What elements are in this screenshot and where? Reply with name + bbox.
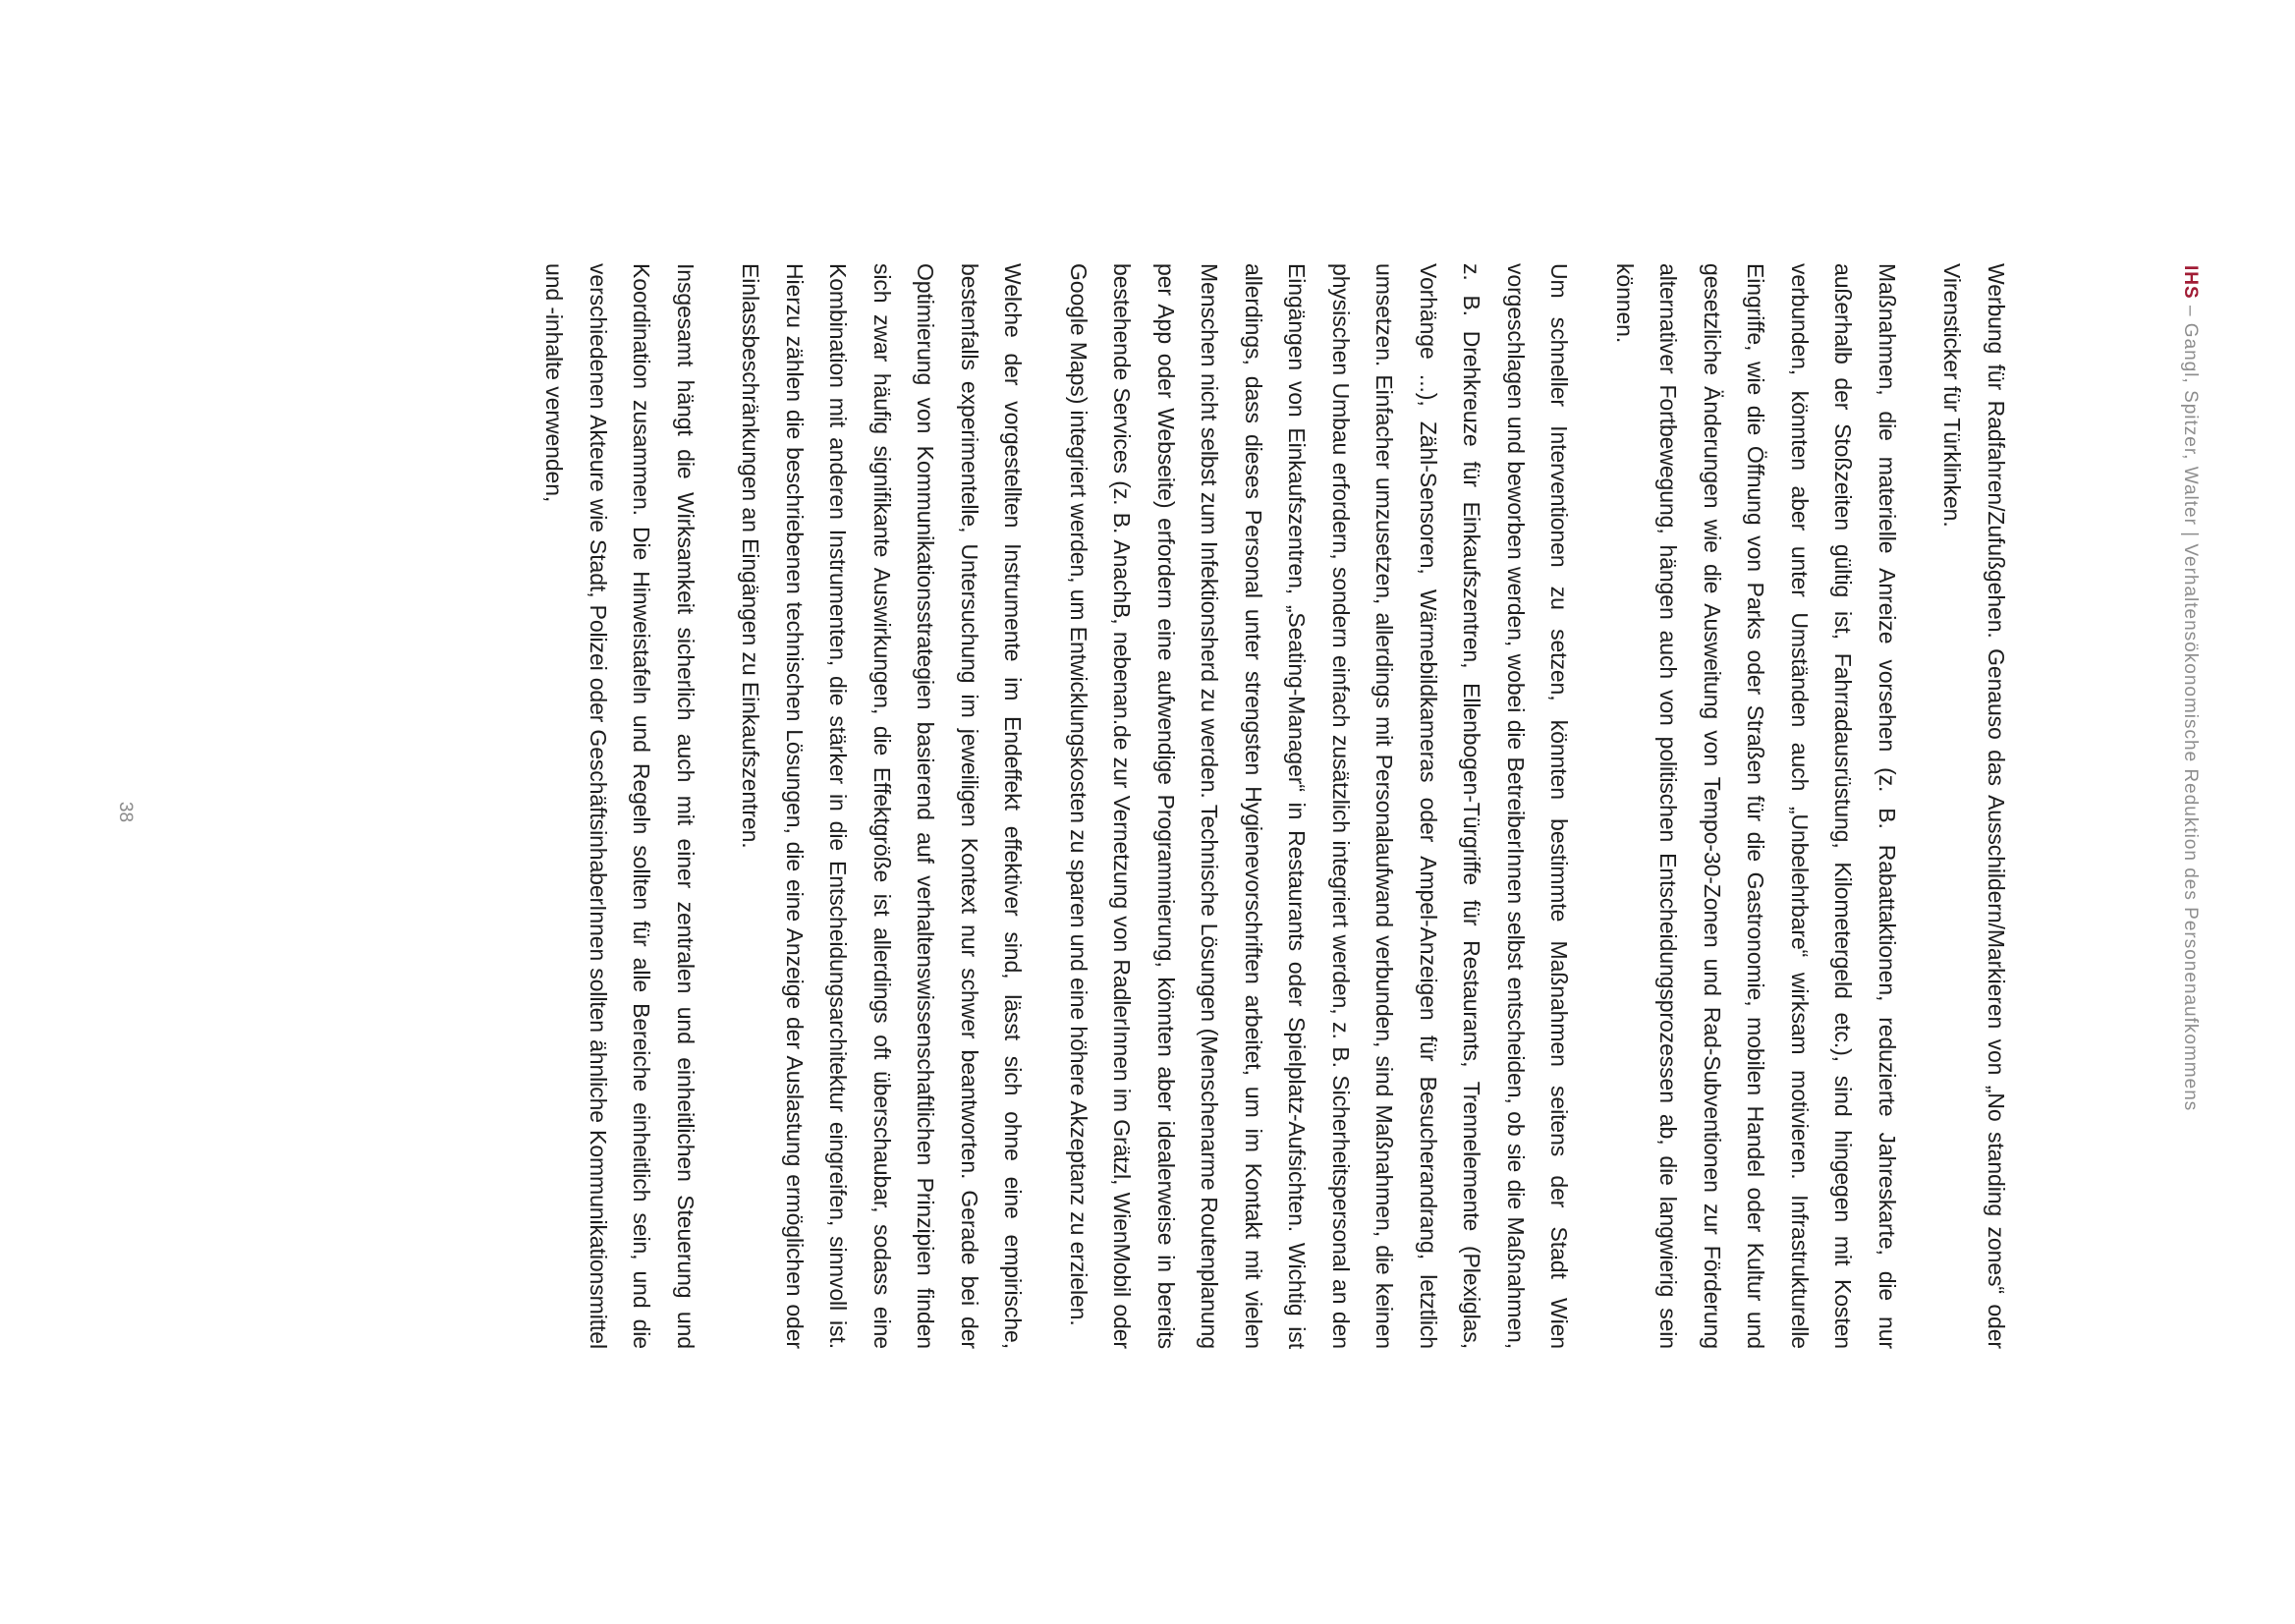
paragraph: Werbung für Radfahren/Zufußgehen. Genauso das Ausschildern/Markieren von „No standing zones“ oder Virensticker für Türklinken.	[1939, 263, 2009, 1349]
paragraph: Maßnahmen, die materielle Anreize vorsehen (z. B. Rabattaktionen, reduzierte Jahreskarte, die nur außerhalb der Stoßzeiten gültig ist, Fahrradausrüstung, Kilometergeld etc.), sind hingegen mit Kosten verbunden, könnten aber unter Umständen auch „Unbelehrbare“ wirksam motivieren. Infrastrukturelle Eingriffe, wie die Öffnung von Parks oder Straßen für die Gastronomie, mobilen Handel oder Kultur und gesetzliche Änderungen wie die Ausweitung von Tempo-30-Zonen und Rad-Subventionen zur Förderung alternativer Fortbewegung, hängen auch von politischen Entscheidungsprozessen ab, die langwierig sein können.	[1612, 263, 1900, 1349]
running-header-title: – Gangl, Spitzer, Walter | Verhaltensökonomische Reduktion des Personenaufkommens	[2180, 299, 2201, 1112]
page-body	[511, 263, 2018, 1349]
running-header	[2179, 265, 2201, 1111]
page-number: 38	[115, 801, 136, 823]
paragraph: Um schneller Interventionen zu setzen, könnten bestimmte Maßnahmen seitens der Stadt Wien vorgeschlagen und beworben werden, wobei die BetreiberInnen selbst entscheiden, ob sie die Maßnahmen, z. B. Drehkreuze für Einkaufszentren, Ellenbogen-Türgriffe für Restaurants, Trennelemente (Plexiglas, Vorhänge ...), Zähl-Sensoren, Wärmebildkameras oder Ampel-Anzeigen für Besucherandrang, letztlich umsetzen. Einfacher umzusetzen, allerdings mit Personalaufwand verbunden, sind Maßnahmen, die keinen physischen Umbau erfordern, sondern einfach zusätzlich integriert werden, z. B. Sicherheitspersonal an den Eingängen von Einkaufszentren, „Seating-Manager“ in Restaurants oder Spielplatz-Aufsichten. Wichtig ist allerdings, dass dieses Personal unter strengsten Hygienevorschriften arbeitet, um im Kontakt mit vielen Menschen nicht selbst zum Infektionsherd zu werden. Technische Lösungen (Menschenarme Routenplanung per App oder Webseite) erfordern eine aufwendige Programmierung, könnten aber idealerweise in bereits bestehende Services (z. B. AnachB, nebenan.de zur Vernetzung von RadlerInnen im Grätzl, WienMobil oder Google Maps) integriert werden, um Entwicklungskosten zu sparen und eine höhere Akzeptanz zu erzielen.	[1066, 263, 1573, 1349]
paragraph: Insgesamt hängt die Wirksamkeit sicherlich auch mit einer zentralen und einheitlichen Steuerung und Koordination zusammen. Die Hinweistafeln und Regeln sollten für alle Bereiche einheitlich sein, und die verschiedenen Akteure wie Stadt, Polizei oder GeschäftsinhaberInnen sollten ähnliche Kommunikationsmittel und -inhalte verwenden,	[541, 263, 699, 1349]
ihs-logo-text: IHS	[2180, 265, 2201, 300]
paragraph: Welche der vorgestellten Instrumente im Endeffekt effektiver sind, lässt sich ohne eine empirische, bestenfalls experimentelle, Untersuchung im jeweiligen Kontext nur schwer beantworten. Gerade bei der Optimierung von Kommunikationsstrategien basierend auf verhaltenswissenschaftlichen Prinzipien finden sich zwar häufig signifikante Auswirkungen, die Effektgröße ist allerdings oft überschaubar, sodass eine Kombination mit anderen Instrumenten, die stärker in die Entscheidungsarchitektur eingreifen, sinnvoll ist. Hierzu zählen die beschriebenen technischen Lösungen, die eine Anzeige der Auslastung ermöglichen oder Einlassbeschränkungen an Eingängen zu Einkaufszentren.	[738, 263, 1027, 1349]
